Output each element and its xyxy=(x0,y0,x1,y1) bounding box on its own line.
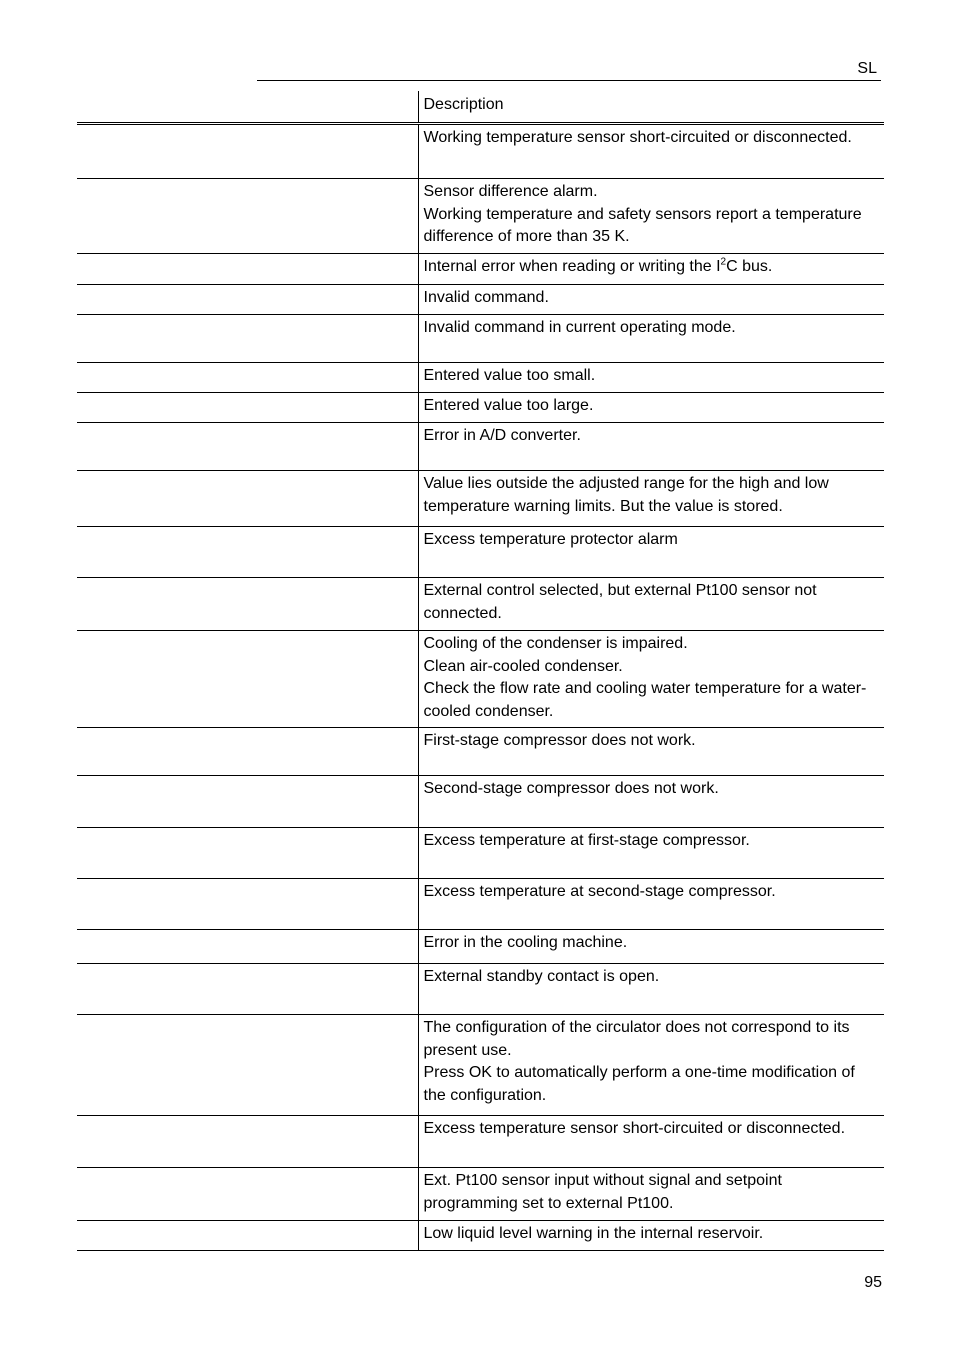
code-cell xyxy=(77,1015,418,1116)
table-row xyxy=(77,631,884,728)
code-cell xyxy=(77,393,418,423)
table-row xyxy=(77,1015,884,1116)
description-line: Excess temperature sensor short-circuited or disconnected. xyxy=(423,1120,846,1137)
code-cell xyxy=(77,1168,418,1221)
code-cell xyxy=(77,423,418,471)
table-row xyxy=(77,828,884,879)
table-row xyxy=(77,879,884,930)
table-row xyxy=(77,363,884,393)
description-line: The configuration of the circulator does not correspond to its present use. xyxy=(423,1019,850,1059)
table-row xyxy=(77,578,884,631)
table-row xyxy=(77,285,884,315)
table-row xyxy=(77,1221,884,1251)
description-line: Working temperature sensor short-circuited or disconnected. xyxy=(423,129,852,146)
description-cell xyxy=(418,285,884,315)
code-cell xyxy=(77,776,418,828)
description-column-header: Description xyxy=(418,91,884,124)
description-cell xyxy=(418,254,884,285)
code-cell xyxy=(77,930,418,964)
description-line: Check the flow rate and cooling water temperature for a water-cooled condenser. xyxy=(423,680,867,720)
page-number: 95 xyxy=(864,1274,882,1291)
code-cell xyxy=(77,879,418,930)
description-line: Invalid command in current operating mode. xyxy=(423,319,736,336)
description-line: Low liquid level warning in the internal reservoir. xyxy=(423,1225,764,1242)
table-row xyxy=(77,254,884,285)
code-cell xyxy=(77,254,418,285)
table-row xyxy=(77,124,884,179)
description-cell xyxy=(418,631,884,728)
table-row xyxy=(77,930,884,964)
description-line: Working temperature and safety sensors report a temperature difference of more than 35 K. xyxy=(423,205,862,245)
description-line: Excess temperature at second-stage compressor. xyxy=(423,883,776,900)
description-cell xyxy=(418,930,884,964)
description-cell xyxy=(418,179,884,254)
description-cell xyxy=(418,315,884,363)
description-line: External standby contact is open. xyxy=(423,968,660,985)
description-line: Cooling of the condenser is impaired. xyxy=(423,635,688,652)
code-cell xyxy=(77,179,418,254)
description-line: Excess temperature protector alarm xyxy=(423,531,678,548)
description-cell xyxy=(418,1116,884,1168)
code-cell xyxy=(77,527,418,578)
error-codes-table xyxy=(77,91,884,1251)
table-row xyxy=(77,393,884,423)
description-sup: 2 xyxy=(720,256,727,268)
description-cell xyxy=(418,578,884,631)
table-row xyxy=(77,179,884,254)
description-line: Ext. Pt100 sensor input without signal and setpoint programming set to external Pt100. xyxy=(423,1172,782,1212)
description-line: Entered value too large. xyxy=(423,397,594,414)
description-line: Invalid command. xyxy=(423,289,549,306)
description-line xyxy=(424,256,881,279)
table-row xyxy=(77,423,884,471)
code-cell xyxy=(77,1221,418,1251)
description-cell xyxy=(418,879,884,930)
table-row xyxy=(77,964,884,1015)
table-body xyxy=(77,124,884,1251)
description-cell xyxy=(418,1015,884,1116)
table-row xyxy=(77,1168,884,1221)
code-cell xyxy=(77,124,418,179)
description-cell xyxy=(418,393,884,423)
table-row xyxy=(77,471,884,527)
description-line: Sensor difference alarm. xyxy=(423,183,598,200)
description-cell xyxy=(418,527,884,578)
description-line: Clean air-cooled condenser. xyxy=(423,657,623,675)
description-line: Excess temperature at first-stage compressor. xyxy=(423,832,750,849)
description-line: First-stage compressor does not work. xyxy=(423,732,696,749)
description-cell xyxy=(418,471,884,527)
code-cell xyxy=(77,1116,418,1168)
code-cell xyxy=(77,363,418,393)
header-rule xyxy=(257,80,881,81)
description-line: External control selected, but external Pt100 sensor not connected. xyxy=(423,582,817,622)
description-line: Error in the cooling machine. xyxy=(423,934,628,951)
description-line: Second-stage compressor does not work. xyxy=(423,780,719,797)
description-before: Internal error when reading or writing the I xyxy=(423,258,721,275)
code-cell xyxy=(77,285,418,315)
description-cell xyxy=(418,728,884,776)
code-cell xyxy=(77,471,418,527)
description-line: Press OK to automatically perform a one-time modification of the configuration. xyxy=(423,1064,855,1104)
description-cell xyxy=(418,124,884,179)
code-column-header xyxy=(77,91,418,124)
code-cell xyxy=(77,631,418,728)
description-cell xyxy=(418,363,884,393)
description-line: Error in A/D converter. xyxy=(423,427,581,444)
description-cell xyxy=(418,964,884,1015)
description-cell xyxy=(418,1221,884,1251)
running-header-label: SL xyxy=(857,60,877,77)
code-cell xyxy=(77,578,418,631)
code-cell xyxy=(77,728,418,776)
code-cell xyxy=(77,964,418,1015)
description-cell xyxy=(418,828,884,879)
table-row xyxy=(77,527,884,578)
code-cell xyxy=(77,315,418,363)
description-cell xyxy=(418,1168,884,1221)
description-cell xyxy=(418,423,884,471)
table-row xyxy=(77,1116,884,1168)
description-line: Value lies outside the adjusted range for the high and low temperature warning limits. But the value is stored. xyxy=(423,475,829,515)
description-cell xyxy=(418,776,884,828)
table-header-row xyxy=(77,91,884,124)
table-row xyxy=(77,776,884,828)
description-after: C bus. xyxy=(726,258,773,275)
table-row xyxy=(77,315,884,363)
code-cell xyxy=(77,828,418,879)
table-row xyxy=(77,728,884,776)
description-line: Entered value too small. xyxy=(423,367,596,384)
